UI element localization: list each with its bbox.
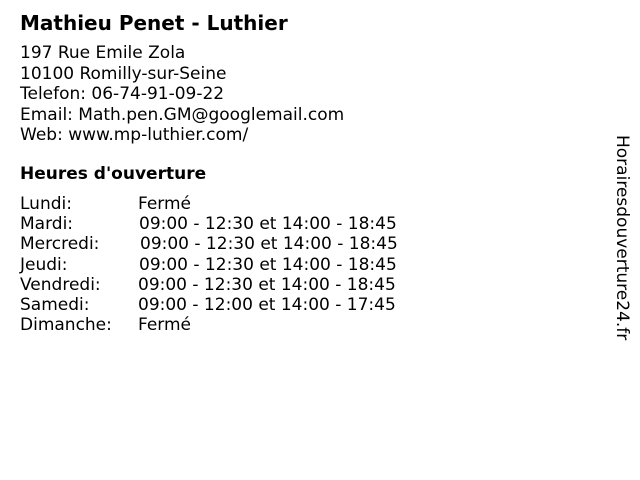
- day-label: Mardi:: [20, 214, 74, 235]
- hours-heading: Heures d'ouverture: [20, 164, 207, 184]
- address-line-2: 10100 Romilly-sur-Seine: [20, 63, 227, 84]
- day-hours: 09:00 - 12:30 et 14:00 - 18:45: [139, 254, 397, 275]
- day-label: Dimanche:: [20, 315, 112, 336]
- day-label: Lundi:: [20, 194, 72, 214]
- day-label: Samedi:: [20, 294, 90, 315]
- day-label: Vendredi:: [20, 274, 101, 295]
- business-title: Mathieu Penet - Luthier: [20, 11, 288, 35]
- day-hours: 09:00 - 12:00 et 14:00 - 17:45: [138, 294, 396, 315]
- day-hours: 09:00 - 12:30 et 14:00 - 18:45: [138, 274, 396, 295]
- day-hours: Fermé: [138, 194, 192, 214]
- contact-info: [20, 43, 344, 146]
- email-line: Email: Math.pen.GM@googlemail.com: [20, 104, 345, 125]
- day-label: Jeudi:: [20, 254, 68, 275]
- day-hours: Fermé: [138, 315, 192, 336]
- day-hours: 09:00 - 12:30 et 14:00 - 18:45: [139, 214, 397, 235]
- address-line-1: 197 Rue Emile Zola: [20, 43, 186, 63]
- day-label: Mercredi:: [20, 234, 100, 255]
- day-hours: 09:00 - 12:30 et 14:00 - 18:45: [140, 234, 398, 255]
- web-line: Web: www.mp-luthier.com/: [20, 125, 249, 145]
- site-watermark: Horairesdouverture24.fr: [612, 135, 632, 341]
- phone-line: Telefon: 06-74-91-09-22: [20, 84, 225, 104]
